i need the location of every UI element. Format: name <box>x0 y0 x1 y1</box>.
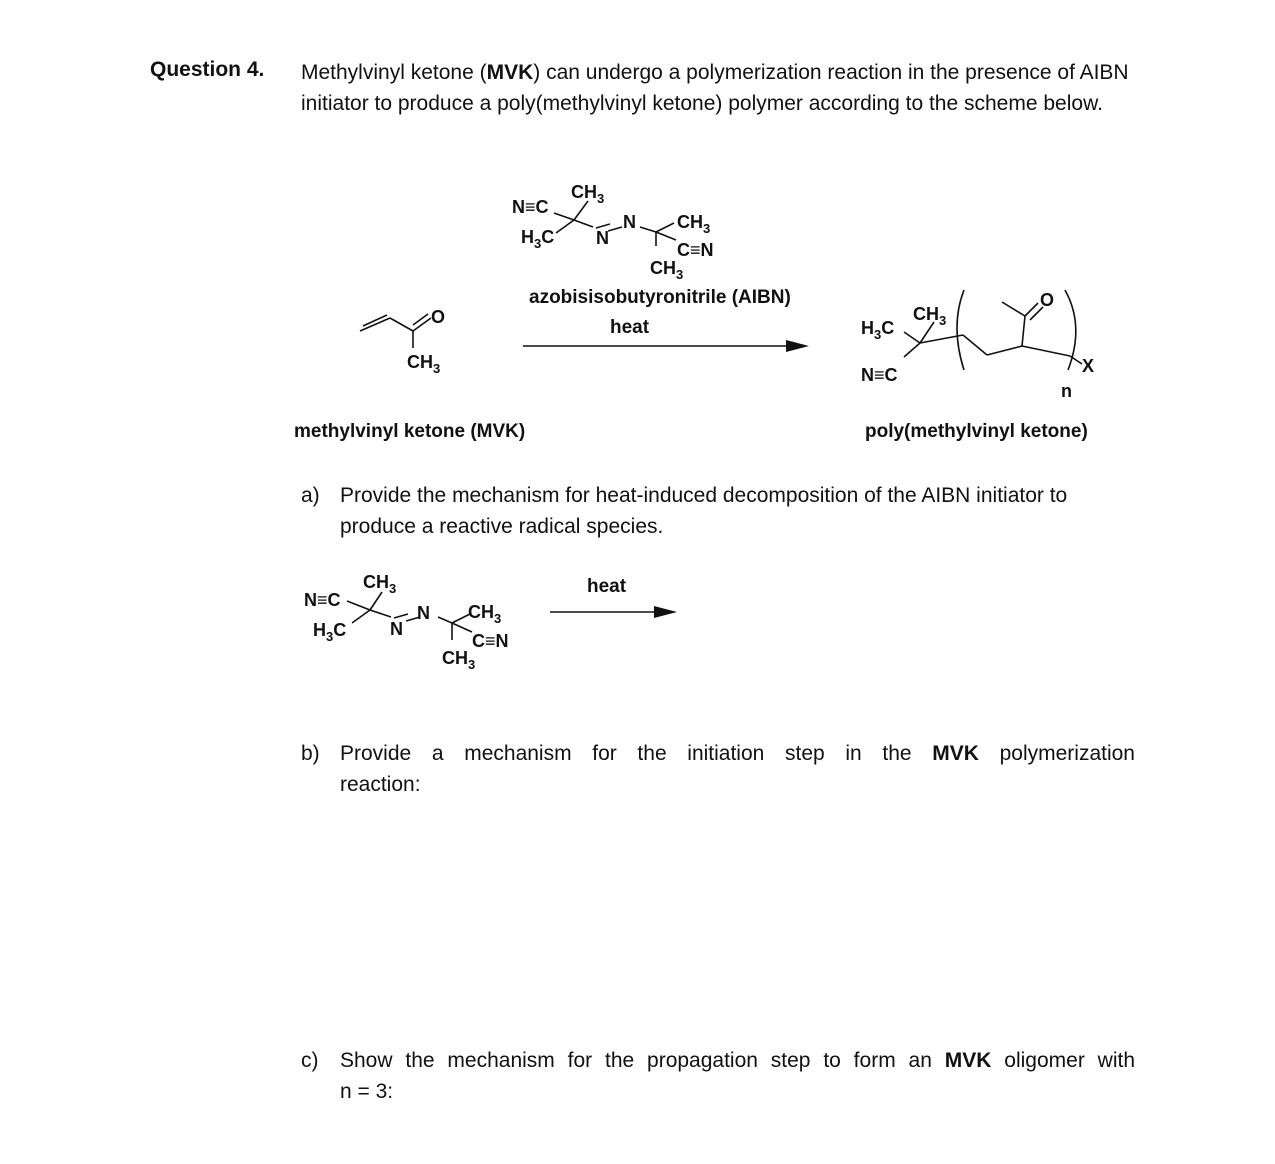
svg-text:N: N <box>596 228 609 248</box>
svg-text:N: N <box>390 619 403 639</box>
intro-mvk-bold: MVK <box>486 61 534 84</box>
part-a-heat-label: heat <box>587 576 627 597</box>
polymer-name: poly(methylvinyl ketone) <box>865 421 1088 442</box>
svg-text:H3C: $H_3C$ <box>521 227 555 251</box>
part-b-mvk-bold: MVK <box>932 742 979 765</box>
svg-text:N≡C: N≡C <box>304 590 341 610</box>
aibn-name: azobisisobutyronitrile (AIBN) <box>529 287 791 308</box>
part-b-number: b) <box>301 742 320 765</box>
intro-text-1: Methylvinyl ketone ( <box>301 61 487 84</box>
svg-text:N: N <box>623 212 636 232</box>
svg-text:CH3: $CH_3$ <box>650 258 684 282</box>
svg-text:O: O <box>1040 290 1055 310</box>
svg-text:O: O <box>431 307 446 327</box>
svg-text:CH3: $CH_3$ <box>677 212 711 236</box>
scheme-heat-label: heat <box>610 317 650 338</box>
reaction-scheme <box>0 0 1275 460</box>
svg-text:CH3: $CH_3$ <box>913 304 947 328</box>
svg-text:n: n <box>1061 381 1072 401</box>
svg-text:C≡N: C≡N <box>677 240 714 260</box>
svg-text:CH3: $CH_3$ <box>363 572 397 596</box>
svg-text:CH3: $CH_3$ <box>442 648 476 672</box>
part-b-line-1: Provide a mechanism for the initiation step in the MVK polymerization <box>340 742 1135 765</box>
part-b-line-2: reaction: <box>340 773 421 796</box>
svg-text:H3C: $H_3C$ <box>313 620 347 644</box>
part-c-number: c) <box>301 1049 319 1072</box>
mvk-name: methylvinyl ketone (MVK) <box>294 421 526 442</box>
svg-text:C≡N: C≡N <box>472 631 509 651</box>
svg-text:N≡C: N≡C <box>512 197 549 217</box>
part-c-mvk-bold: MVK <box>944 1049 992 1072</box>
svg-text:CH3: $CH_3$ <box>571 182 605 206</box>
svg-text:N≡C: N≡C <box>861 365 898 385</box>
part-a-text: Provide the mechanism for heat-induced decomposition of the AIBN initiator to produce a reactive radical species. <box>340 484 1068 538</box>
part-c-line-2: n = 3: <box>340 1080 394 1103</box>
svg-text:X: X <box>1082 356 1095 376</box>
svg-text:CH3: $CH_3$ <box>407 352 441 376</box>
intro-text-2: ) can undergo a polymerization reaction in the presence of AIBN initiator to produce a poly(methylvinyl ketone) polymer according to the scheme below. <box>301 61 1129 115</box>
svg-text:CH3: $CH_3$ <box>468 602 502 626</box>
svg-text:H3C: $H_3C$ <box>861 318 895 342</box>
part-a-number: a) <box>301 484 320 507</box>
part-c-line-1: Show the mechanism for the propagation step to form an MVK oligomer with <box>340 1049 1136 1072</box>
svg-text:N: N <box>417 603 430 623</box>
question-label: Question 4. <box>150 58 265 81</box>
aibn-decomposition-scheme <box>0 560 1275 690</box>
